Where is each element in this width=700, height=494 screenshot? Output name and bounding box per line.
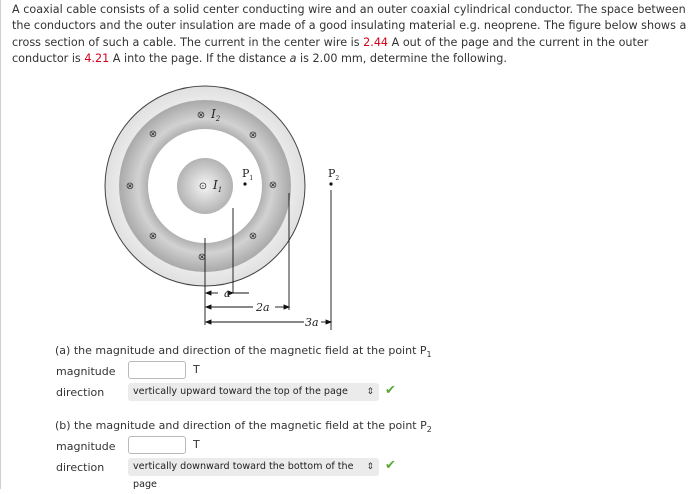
outer-current-value: 4.21 [84,52,110,66]
point-p2 [329,182,332,185]
dim-a-label: a [224,287,231,300]
direction-select-b[interactable] [128,458,379,490]
center-current-value: 2.44 [363,35,389,49]
unit-label-b: T [193,438,200,451]
magnitude-label-b: magnitude [56,440,116,453]
question-a-text: (a) the magnitude and direction of the magnetic field at the point $P_1$ [55,344,432,360]
point-p1 [243,182,246,185]
problem-text-1: A coaxial cable consists of a solid center conducting wire and an outer coaxial cylindrical conductor. The space between the conductors and the outer insulation are made of a good insulating material e.g. neoprene. The figure below shows a cross section of such a cable. The current in the center wire is [12,3,687,49]
current-into-icon: ⊗ [248,130,258,141]
unit-label-a: T [193,363,200,376]
current-into-icon: ⊗ [196,110,206,121]
label-i1: $I_1$ [213,178,223,194]
direction-label-a: direction [56,386,105,399]
label-p2: $P_2$ [328,167,340,182]
question-b-text: (b) the magnitude and direction of the magnetic field at the point $P_2$ [55,419,432,435]
content-left-border [0,0,1,489]
problem-text-4: is 2.00 mm, determine the following. [296,52,507,66]
current-into-icon: ⊗ [148,129,158,140]
dim-3a-label: 3a [305,316,319,329]
checkmark-icon: ✔ [385,458,396,473]
direction-select-a-value: vertically upward toward the top of the page [133,386,348,397]
problem-statement [12,2,692,68]
updown-arrows-icon: ⇕ [366,462,374,472]
checkmark-icon: ✔ [385,383,396,398]
direction-select-b-value: vertically downward toward the bottom of the page [133,461,354,490]
distance-variable: a [289,52,297,66]
direction-label-b: direction [56,461,105,474]
magnitude-label-a: magnitude [56,365,116,378]
current-into-icon: ⊗ [125,181,135,192]
current-into-icon: ⊗ [248,231,258,242]
label-p1: $P_1$ [242,167,254,182]
direction-select-a[interactable] [128,383,379,401]
current-into-icon: ⊗ [197,252,207,263]
current-into-icon: ⊗ [268,180,278,191]
label-i2: $I_2$ [211,107,221,123]
problem-text-3: A into the page. If the distance [109,52,290,66]
problem-text-2: A out of the page and the current in the outer conductor is [12,35,649,66]
updown-arrows-icon: ⇕ [366,387,374,397]
dim-2a-label: 2a [256,301,270,314]
magnitude-input-a[interactable] [128,361,186,379]
current-into-icon: ⊗ [148,231,158,242]
current-out-icon: ⊙ [198,181,208,192]
coaxial-cable-figure [98,78,348,333]
magnitude-input-b[interactable] [128,436,186,454]
